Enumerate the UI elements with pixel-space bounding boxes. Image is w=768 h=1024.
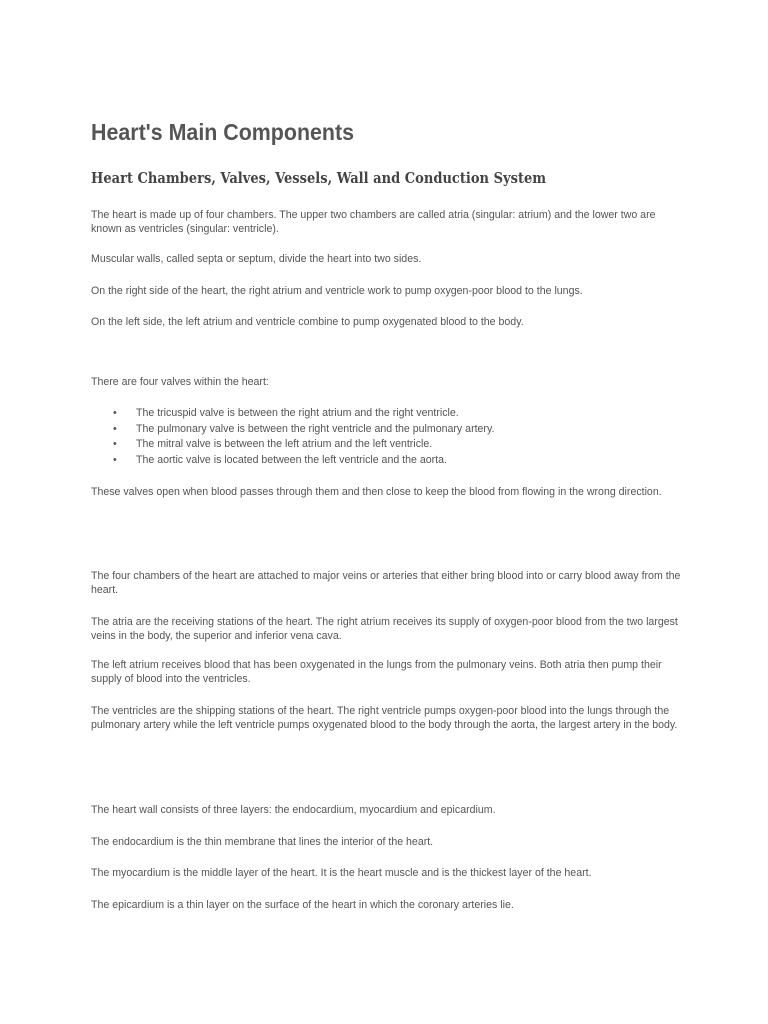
paragraph-myocardium: The myocardium is the middle layer of the heart. It is the heart muscle and is the thickest layer of the heart. xyxy=(91,867,592,879)
bullet-icon: • xyxy=(113,422,117,435)
paragraph-right-side: On the right side of the heart, the right atrium and ventricle work to pump oxygen-poor blood to the lungs. xyxy=(91,285,583,297)
page-subtitle: Heart Chambers, Valves, Vessels, Wall and Conduction System xyxy=(91,170,547,187)
paragraph-left-atrium: The left atrium receives blood that has been oxygenated in the lungs from the pulmonary veins. Both atria then pump their supply of blood into the ventricles. xyxy=(91,659,662,685)
paragraph-atria: The atria are the receiving stations of the heart. The right atrium receives its supply of oxygen-poor blood from the two largest veins in the body, the superior and inferior vena cava. xyxy=(91,616,678,642)
list-item xyxy=(91,437,494,453)
bullet-icon: • xyxy=(113,407,117,419)
paragraph-endocardium: The endocardium is the thin membrane that lines the interior of the heart. xyxy=(91,836,434,848)
paragraph-septa: Muscular walls, called septa or septum, divide the heart into two sides. xyxy=(91,253,422,265)
list-item xyxy=(91,406,494,422)
bullet-icon: • xyxy=(113,438,117,451)
paragraph-chambers: The heart is made up of four chambers. The upper two chambers are called atria (singular: atrium) and the lower two are known as ventricles (singular: ventricle). xyxy=(91,209,656,235)
list-item xyxy=(91,453,494,469)
list-item-text: The aortic valve is located between the left ventricle and the aorta. xyxy=(136,453,447,466)
paragraph-left-side: On the left side, the left atrium and ventricle combine to pump oxygenated blood to the body. xyxy=(91,316,524,328)
page-title: Heart's Main Components xyxy=(91,119,355,145)
paragraph-ventricles: The ventricles are the shipping stations of the heart. The right ventricle pumps oxygen-poor blood into the lungs through the pulmonary artery while the left ventricle pumps oxygenated blood to the body through the aorta, the largest artery in the body. xyxy=(91,705,678,731)
paragraph-valves-function: These valves open when blood passes through them and then close to keep the blood from flowing in the wrong direction. xyxy=(91,486,662,498)
paragraph-valves-intro: There are four valves within the heart: xyxy=(91,376,269,388)
list-item-text: The tricuspid valve is between the right atrium and the right ventricle. xyxy=(136,407,459,419)
bullet-icon: • xyxy=(113,453,117,466)
list-item-text: The mitral valve is between the left atrium and the left ventricle. xyxy=(136,438,433,451)
paragraph-vessels: The four chambers of the heart are attached to major veins or arteries that either bring blood into or carry blood away from the heart. xyxy=(91,570,681,596)
list-item-text: The pulmonary valve is between the right ventricle and the pulmonary artery. xyxy=(136,422,495,435)
valves-list xyxy=(91,406,494,468)
list-item xyxy=(91,422,494,438)
paragraph-heart-wall: The heart wall consists of three layers: the endocardium, myocardium and epicardium. xyxy=(91,804,496,816)
paragraph-epicardium: The epicardium is a thin layer on the surface of the heart in which the coronary arteries lie. xyxy=(91,899,514,911)
